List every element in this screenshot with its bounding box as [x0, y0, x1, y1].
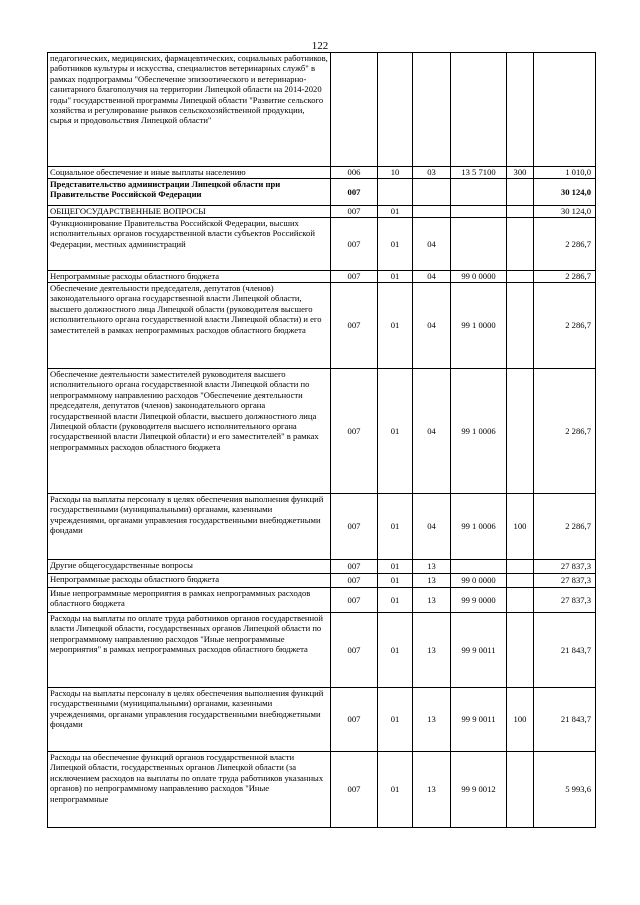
row-rz: [378, 53, 413, 167]
row-vr: [507, 53, 534, 167]
row-rz: 01: [378, 752, 413, 828]
row-rz: 01: [378, 218, 413, 271]
row-ved: 007: [331, 283, 378, 369]
row-csr: [451, 206, 507, 218]
table-row: [48, 494, 596, 560]
row-csr: 99 9 0012: [451, 752, 507, 828]
row-vr: 100: [507, 688, 534, 752]
row-sum: 27 837,3: [534, 588, 596, 613]
row-csr: 99 9 0011: [451, 613, 507, 688]
table-row: [48, 688, 596, 752]
table-row: [48, 283, 596, 369]
row-vr: [507, 206, 534, 218]
row-csr: [451, 218, 507, 271]
row-pr: [413, 179, 451, 206]
row-sum: 2 286,7: [534, 218, 596, 271]
row-pr: 13: [413, 613, 451, 688]
row-name: Непрограммные расходы областного бюджета: [48, 271, 331, 283]
row-sum: 1 010,0: [534, 167, 596, 179]
row-sum: 2 286,7: [534, 271, 596, 283]
row-ved: [331, 53, 378, 167]
row-vr: [507, 369, 534, 494]
row-pr: 03: [413, 167, 451, 179]
row-sum: 30 124,0: [534, 206, 596, 218]
row-sum: 2 286,7: [534, 283, 596, 369]
row-rz: 10: [378, 167, 413, 179]
row-sum: 30 124,0: [534, 179, 596, 206]
table-row: [48, 588, 596, 613]
row-rz: 01: [378, 369, 413, 494]
row-sum: 27 837,3: [534, 560, 596, 574]
row-vr: [507, 613, 534, 688]
table-row: [48, 752, 596, 828]
row-pr: 13: [413, 588, 451, 613]
row-rz: [378, 179, 413, 206]
row-vr: [507, 179, 534, 206]
row-name: Функционирование Правительства Российской Федерации, высших исполнительных органов государственной власти субъектов Российской Федерации, местных администраций: [48, 218, 331, 271]
row-ved: 006: [331, 167, 378, 179]
row-rz: 01: [378, 283, 413, 369]
row-vr: [507, 560, 534, 574]
table-row: [48, 369, 596, 494]
row-vr: [507, 283, 534, 369]
row-vr: 100: [507, 494, 534, 560]
row-ved: 007: [331, 613, 378, 688]
row-rz: 01: [378, 494, 413, 560]
table-row: [48, 179, 596, 206]
row-pr: [413, 206, 451, 218]
row-sum: 27 837,3: [534, 574, 596, 588]
row-vr: [507, 588, 534, 613]
row-rz: 01: [378, 206, 413, 218]
row-name: Социальное обеспечение и иные выплаты населению: [48, 167, 331, 179]
row-rz: 01: [378, 613, 413, 688]
row-pr: 04: [413, 218, 451, 271]
row-pr: [413, 53, 451, 167]
row-ved: 007: [331, 369, 378, 494]
row-name: Обеспечение деятельности заместителей руководителя высшего исполнительного органа государственной власти Липецкой области по непрограммному направлению расходов "Обеспечение деятельности председателя, депутатов (членов) законодательного органа государственной власти Липецкой области, высшего должностного лица Липецкой области (руководителя высшего исполнительного органа государственной власти Липецкой области) и его заместителей" в рамках непрограммных расходов областного бюджета: [48, 369, 331, 494]
page-number: 122: [311, 40, 329, 52]
row-sum: 21 843,7: [534, 688, 596, 752]
row-vr: 300: [507, 167, 534, 179]
row-rz: 01: [378, 688, 413, 752]
table-row: [48, 167, 596, 179]
row-name: Расходы на выплаты по оплате труда работников органов государственной власти Липецкой области, государственных органов Липецкой области по непрограммному направлению расходов "Иные непрограммные мероприятия" в рамках непрограммных расходов областного бюджета: [48, 613, 331, 688]
row-name: Представительство администрации Липецкой области при Правительстве Российской Федерации: [48, 179, 331, 206]
row-rz: 01: [378, 574, 413, 588]
row-sum: [534, 53, 596, 167]
row-name: Расходы на обеспечение функций органов государственной власти Липецкой области, государственных органов Липецкой области (за исключением расходов на выплаты по оплате труда работников указанных органов) по непрограммному направлению расходов "Иные непрограммные: [48, 752, 331, 828]
row-pr: 13: [413, 752, 451, 828]
row-csr: 99 0 0000: [451, 271, 507, 283]
row-ved: 007: [331, 206, 378, 218]
row-rz: 01: [378, 588, 413, 613]
row-csr: [451, 53, 507, 167]
row-ved: 007: [331, 588, 378, 613]
table-row: [48, 574, 596, 588]
table-row: [48, 206, 596, 218]
row-csr: [451, 179, 507, 206]
row-sum: 2 286,7: [534, 494, 596, 560]
row-pr: 04: [413, 283, 451, 369]
row-name: педагогических, медицинских, фармацевтических, социальных работников, работников культуры и искусства, специалистов ветеринарных служб" в рамках подпрограммы "Обеспечение эпизоотического и ветеринарно-санитарного благополучия на территории Липецкой области на 2014-2020 годы" государственной программы Липецкой области "Развитие сельского хозяйства и регулирование рынков сельскохозяйственной продукции, сырья и продовольствия Липецкой области": [48, 53, 331, 167]
row-pr: 13: [413, 574, 451, 588]
row-csr: 99 9 0000: [451, 588, 507, 613]
row-name: ОБЩЕГОСУДАРСТВЕННЫЕ ВОПРОСЫ: [48, 206, 331, 218]
row-pr: 04: [413, 369, 451, 494]
row-csr: 13 5 7100: [451, 167, 507, 179]
row-name: Расходы на выплаты персоналу в целях обеспечения выполнения функций государственными (муниципальными) органами, казенными учреждениями, органами управления государственными внебюджетными фондами: [48, 494, 331, 560]
row-csr: 99 1 0006: [451, 369, 507, 494]
row-csr: 99 1 0000: [451, 283, 507, 369]
row-name: Иные непрограммные мероприятия в рамках непрограммных расходов областного бюджета: [48, 588, 331, 613]
row-name: Непрограммные расходы областного бюджета: [48, 574, 331, 588]
row-rz: 01: [378, 271, 413, 283]
row-name: Другие общегосударственные вопросы: [48, 560, 331, 574]
row-sum: 21 843,7: [534, 613, 596, 688]
table-row: [48, 560, 596, 574]
row-ved: 007: [331, 179, 378, 206]
row-vr: [507, 752, 534, 828]
row-vr: [507, 574, 534, 588]
row-pr: 13: [413, 560, 451, 574]
table-row: [48, 271, 596, 283]
row-name: Обеспечение деятельности председателя, депутатов (членов) законодательного органа государственной власти Липецкой области, высшего должностного лица Липецкой области (руководителя высшего исполнительного органа государственной власти Липецкой области) и его заместителей в рамках непрограммных расходов областного бюджета: [48, 283, 331, 369]
row-ved: 007: [331, 494, 378, 560]
row-ved: 007: [331, 688, 378, 752]
row-csr: 99 9 0011: [451, 688, 507, 752]
row-csr: 99 1 0006: [451, 494, 507, 560]
row-ved: 007: [331, 218, 378, 271]
row-pr: 13: [413, 688, 451, 752]
row-ved: 007: [331, 752, 378, 828]
table-row: [48, 53, 596, 167]
row-ved: 007: [331, 271, 378, 283]
row-csr: 99 0 0000: [451, 574, 507, 588]
budget-table: [47, 52, 596, 828]
row-vr: [507, 271, 534, 283]
row-pr: 04: [413, 271, 451, 283]
row-name: Расходы на выплаты персоналу в целях обеспечения выполнения функций государственными (муниципальными) органами, казенными учреждениями, органами управления государственными внебюджетными фондами: [48, 688, 331, 752]
row-sum: 2 286,7: [534, 369, 596, 494]
table-row: [48, 613, 596, 688]
row-pr: 04: [413, 494, 451, 560]
row-ved: 007: [331, 560, 378, 574]
row-csr: [451, 560, 507, 574]
row-rz: 01: [378, 560, 413, 574]
row-vr: [507, 218, 534, 271]
table-row: [48, 218, 596, 271]
row-ved: 007: [331, 574, 378, 588]
row-sum: 5 993,6: [534, 752, 596, 828]
